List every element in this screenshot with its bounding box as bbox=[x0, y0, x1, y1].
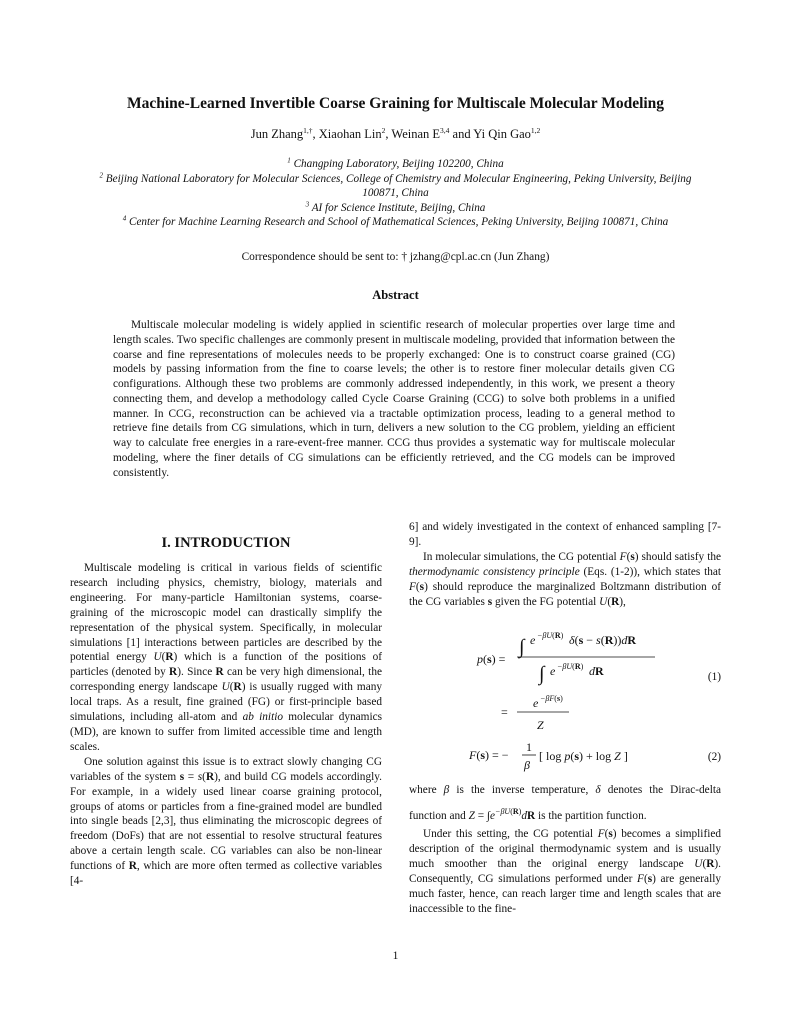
author: Jun Zhang bbox=[250, 127, 304, 141]
right-column bbox=[409, 520, 721, 917]
svg-text:1: 1 bbox=[526, 740, 532, 755]
consistency-paragraph: In molecular simulations, the CG potential F(s) should satisfy the thermodynamic consistency principle (Eqs. (1-2)), which states that F(s) should reproduce the marginalized Boltzmann distribution of the CG variables s given the FG potential U(R), bbox=[409, 550, 722, 608]
page-number: 1 bbox=[392, 950, 399, 962]
left-column bbox=[70, 561, 382, 889]
svg-text:∫: ∫ bbox=[519, 636, 525, 659]
svg-text:e: e bbox=[533, 696, 539, 711]
section-heading: I. INTRODUCTION bbox=[161, 535, 291, 551]
author-affiliation-mark: 2 bbox=[381, 125, 386, 135]
definitions-paragraph: where β is the inverse temperature, δ denotes the Dirac-delta function and $Z = \int e^{-\beta U(R)}dR$ is the partition function. bbox=[409, 784, 721, 823]
author: Xiaohan Lin bbox=[318, 127, 382, 141]
equation-2 bbox=[409, 737, 721, 779]
svg-text:β: β bbox=[524, 758, 530, 773]
svg-text:e: e bbox=[530, 633, 536, 648]
svg-text:−βF(s): −βF(s) bbox=[540, 694, 563, 704]
paper-title: Machine-Learned Invertible Coarse Graining for Multiscale Molecular Modeling bbox=[126, 95, 665, 112]
svg-text:Z: Z bbox=[537, 718, 544, 733]
svg-text:e: e bbox=[550, 664, 556, 679]
author: Weinan E bbox=[391, 127, 441, 141]
svg-text:dR: dR bbox=[589, 664, 604, 679]
affiliation: $^2$ Beijing National Laboratory for Molecular Sciences, College of Chemistry and Molecular Engineering, Peking University, Beijing 100871, China bbox=[99, 170, 692, 200]
author-affiliation-mark: 1,† bbox=[303, 125, 313, 135]
svg-text:−βU(R): −βU(R) bbox=[537, 631, 564, 641]
affiliation: $^1$ Changping Laboratory, Beijing 102200, China bbox=[287, 156, 504, 170]
author: Yi Qin Gao bbox=[473, 127, 531, 141]
equation-2-number: (2) bbox=[707, 751, 721, 764]
svg-text:−βU(R): −βU(R) bbox=[557, 662, 584, 672]
affiliation-list bbox=[60, 157, 731, 230]
svg-text:=: = bbox=[501, 705, 508, 720]
correspondence-line: Correspondence should be sent to: † jzhang@cpl.ac.cn (Jun Zhang) bbox=[241, 251, 550, 263]
equation-1 bbox=[409, 611, 721, 737]
cg-potential-paragraph: Under this setting, the CG potential F(s) becomes a simplified description of the original thermodynamic system and is usually much smoother than the original energy landscape U(R). Consequently, CG simulations performed under F(s) are generally much faster, hence, can reach larger time and length scales that are inaccessible to the fine- bbox=[409, 828, 722, 915]
affiliation: $^3$ AI for Science Institute, Beijing, China bbox=[305, 200, 486, 214]
equation-1-svg bbox=[409, 611, 721, 737]
intro-paragraph-1: Multiscale modeling is critical in various fields of scientific research including physics, chemistry, biology, materials and engineering. For many-particle Hamiltonian systems, coarse-graining of the microscopic model can drastically simplify the representation of the physical system. Specifically, in molecular simulations [1] interactions between particles are described by the potential energy U(R) which is a function of the positions of particles (denoted by R). Since R can be very high dimensional, the corresponding energy landscape U(R) is usually rugged with many local traps. As a result, fine grained (FG) or first-principle based simulations, including all-atom and ab initio molecular dynamics (MD), are known to suffer from limited accessible time and length scales. bbox=[70, 562, 383, 753]
author-affiliation-mark: 1,2 bbox=[530, 125, 541, 135]
abstract-heading: Abstract bbox=[372, 288, 419, 302]
svg-text:[ log p(s) + log Z ]: [ log p(s) + log Z ] bbox=[539, 749, 628, 764]
equation-1-number: (1) bbox=[707, 671, 721, 684]
svg-text:∫: ∫ bbox=[539, 663, 545, 686]
affiliation: $^4$ Center for Machine Learning Research and School of Mathematical Sciences, Peking University, Beijing 100871, China bbox=[122, 214, 669, 229]
equation-2-svg bbox=[409, 737, 721, 779]
author-list: Jun Zhang$^{1,\dagger}$, Xiaohan Lin$^2$, Weinan E$^{3,4}$ and Yi Qin Gao$^{1,2}$ bbox=[250, 125, 541, 141]
author-affiliation-mark: 3,4 bbox=[440, 125, 450, 135]
svg-text:F(s) = −: F(s) = − bbox=[469, 748, 509, 763]
intro-paragraph-2: One solution against this issue is to extract slowly changing CG variables of the system s = s(R), and build CG models accordingly. For example, in a widely used linear coarse graining protocol, groups of atoms or particles from a fine-grained model are bundled into single beads [2,3], thus eliminating the microscopic degrees of freedom (DoFs) that are not essential to resolve structural features above a certain length scale. CG variables can also be non-linear functions of R, which are more often termed as collective variables [4- bbox=[70, 755, 382, 888]
abstract-text: Multiscale molecular modeling is widely applied in scientific research of molecular properties over large time and length scales. Two specific challenges are commonly present in multiscale modeling, provided that information between the coarse and fine representations of molecules needs to be properly exchanged: One is to construct coarse grained (CG) models by passing information from the fine to coarse levels; the other is to restore finer molecular details given CG configurations. Although these two problems are commonly addressed independently, in this work, we present a theory connecting them, and develop a methodology called Cycle Coarse Graining (CCG) to solve both problems in a unified manner. In CCG, reconstruction can be achieved via a tractable optimization process, leading to a general method to retrieve fine details from CG simulations, which in turn, delivers a new solution to the CG problem, yielding an efficient way to calculate free energies in a rare-event-free manner. CCG thus provides a systematic way for multiscale molecular modeling, where the finer details of CG simulations can be efficiently retrieved, and the CG models can be improved consistently. bbox=[113, 319, 675, 479]
svg-text:p(s) =: p(s) = bbox=[477, 652, 506, 667]
continuation-paragraph: 6] and widely investigated in the context of enhanced sampling [7-9]. bbox=[409, 521, 721, 548]
svg-text:δ(s − s(R))dR: δ(s − s(R))dR bbox=[569, 633, 637, 648]
